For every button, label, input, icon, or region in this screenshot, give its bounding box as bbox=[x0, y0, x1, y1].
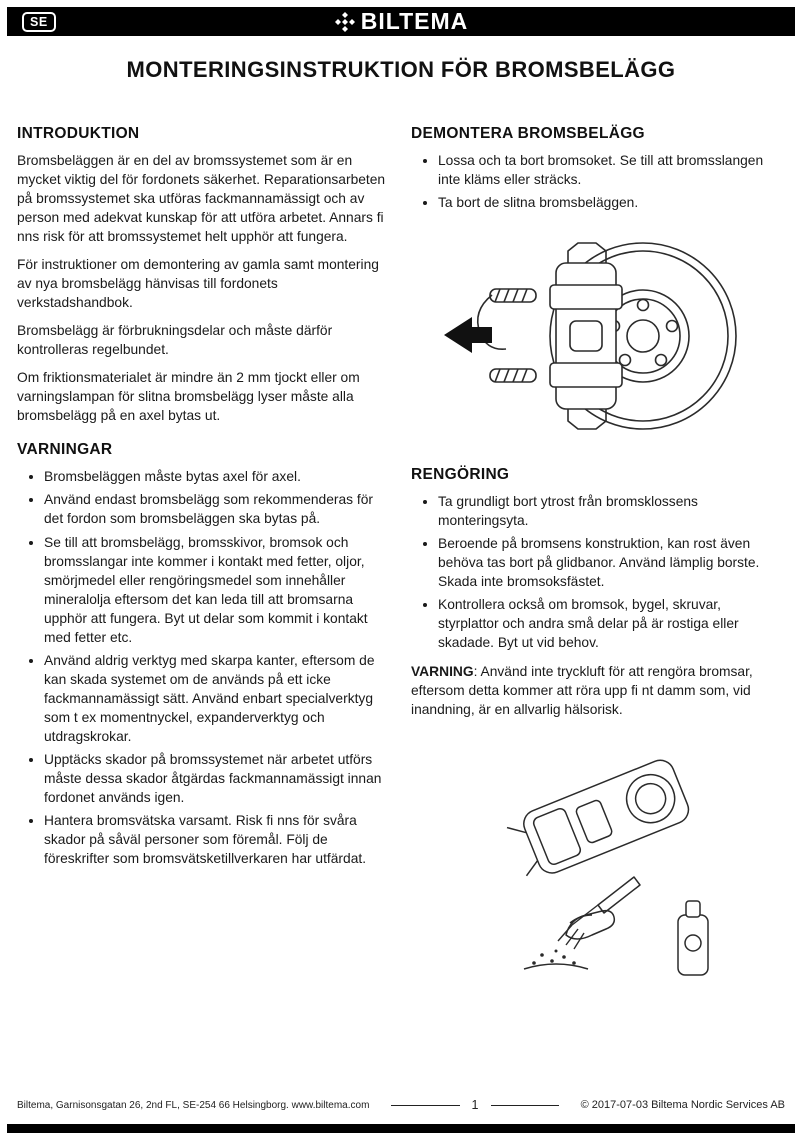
warning-note-text: : Använd inte tryckluft för att rengöra bromsar, eftersom detta kommer att röra upp fi nt damm som, vid inandning, är en allvarlig hälsorisk. bbox=[411, 664, 753, 718]
warning-item: • Använd aldrig verktyg med skarpa kanter, eftersom de kan skada systemet om de används på ett icke fackmannamässigt sätt. Använd enbart specialverktyg som t ex momentnyckel, expanderverktyg och utdragskrokar. bbox=[44, 651, 391, 746]
cleaning-figure bbox=[411, 729, 785, 997]
warning-item: • Hantera bromsvätska varsamt. Risk fi nns för svåra skador på såväl personer som föremål. Följ de föreskrifter som bromsvätsketillverkaren har utfärdat. bbox=[44, 811, 391, 868]
header-bar bbox=[7, 7, 795, 36]
warnings-list bbox=[17, 467, 391, 868]
introduction-heading: INTRODUKTION bbox=[17, 125, 140, 142]
cleaning-heading: RENGÖRING bbox=[411, 466, 510, 484]
removal-arrow-icon bbox=[444, 317, 492, 353]
page-number: 1 bbox=[471, 1098, 479, 1112]
warning-note-label: VARNING bbox=[411, 664, 474, 680]
warning-item: • Bromsbeläggen måste bytas axel för axel. bbox=[44, 467, 391, 486]
introduction-paragraph: Bromsbelägg är förbrukningsdelar och måste därför kontrolleras regelbundet. bbox=[17, 323, 333, 358]
cleaning-section bbox=[411, 466, 785, 997]
introduction-paragraph: För instruktioner om demontering av gamla samt montering av nya bromsbelägg hänvisas till fordonets verkstadshandbok. bbox=[17, 257, 379, 311]
cleaning-item: • Ta grundligt bort ytrost från bromsklossens monteringsyta. bbox=[438, 492, 785, 530]
footer-bar bbox=[7, 1124, 795, 1133]
cleaning-list bbox=[411, 492, 785, 652]
removal-section bbox=[411, 125, 785, 450]
introduction-paragraph: Bromsbeläggen är en del av bromssystemet som är en mycket viktig del för fordonets säkerhet. Reparationsarbeten på bromssystemet ska utföras fackmannamässigt och av person med adekvat kunskap för att utföra arbetet. Annars fi nns risk för att bromssystemet helt upphör att fungera. bbox=[17, 153, 386, 245]
left-column bbox=[17, 125, 391, 1013]
warning-item: • Upptäcks skador på bromssystemet när arbetet utförs måste dessa skador åtgärdas fackmannamässigt innan fordonet används igen. bbox=[44, 750, 391, 807]
removal-list bbox=[411, 151, 785, 212]
brake-disc-figure bbox=[411, 222, 785, 450]
removal-item: • Lossa och ta bort bromsoket. Se till att bromsslangen inte kläms eller sträcks. bbox=[438, 151, 785, 189]
removal-item: • Ta bort de slitna bromsbeläggen. bbox=[438, 193, 785, 212]
introduction-paragraph: Om friktionsmaterialet är mindre än 2 mm tjockt eller om varningslampan för slitna bromsbelägg lyser måste alla bromsbelägg på en axel bytas ut. bbox=[17, 370, 360, 424]
content-columns bbox=[0, 125, 802, 1013]
biltema-logo-icon bbox=[334, 11, 356, 33]
country-badge: SE bbox=[22, 12, 56, 32]
right-column bbox=[411, 125, 785, 1013]
brand-logo bbox=[334, 8, 469, 35]
brake-disc-illustration bbox=[438, 222, 758, 450]
warning-item: • Se till att bromsbelägg, bromsskivor, bromsok och bromsslangar inte kommer i kontakt med fetter, oljor, smörjmedel eller rengöringsmedel som innehåller mineralolja eftersom det kan leda till att bromsarna upphör att fungera. Byt ut delar som kommit i kontakt med fetter etc. bbox=[44, 533, 391, 647]
warning-item: • Använd endast bromsbelägg som rekommenderas för det fordon som bromsbeläggen ska bytas på. bbox=[44, 490, 391, 528]
footer-rule-right bbox=[491, 1105, 559, 1106]
introduction-section bbox=[17, 125, 391, 425]
page-footer bbox=[17, 1098, 785, 1112]
cleaning-item: • Kontrollera också om bromsok, bygel, skruvar, styrplattor och andra små delar på är rostiga eller skadade. Byt ut vid behov. bbox=[438, 595, 785, 652]
footer-rule-left bbox=[391, 1105, 459, 1106]
page-title: MONTERINGSINSTRUKTION FÖR BROMSBELÄGG bbox=[126, 57, 676, 82]
warnings-section bbox=[17, 441, 391, 868]
brand-name: BILTEMA bbox=[360, 8, 469, 34]
cleaning-item: • Beroende på bromsens konstruktion, kan rost även behöva tas bort på glidbanor. Använd lämplig borste. Skada inte bromsoksfästet. bbox=[438, 534, 785, 591]
footer-copyright: © 2017-07-03 Biltema Nordic Services AB bbox=[580, 1099, 786, 1111]
warning-note bbox=[411, 662, 785, 719]
brake-cleaning-illustration bbox=[448, 729, 748, 997]
footer-address: Biltema, Garnisonsgatan 26, 2nd FL, SE-254 66 Helsingborg. www.biltema.com bbox=[17, 1099, 370, 1111]
warnings-heading: VARNINGAR bbox=[17, 441, 113, 459]
removal-heading: DEMONTERA BROMSBELÄGG bbox=[411, 125, 645, 142]
